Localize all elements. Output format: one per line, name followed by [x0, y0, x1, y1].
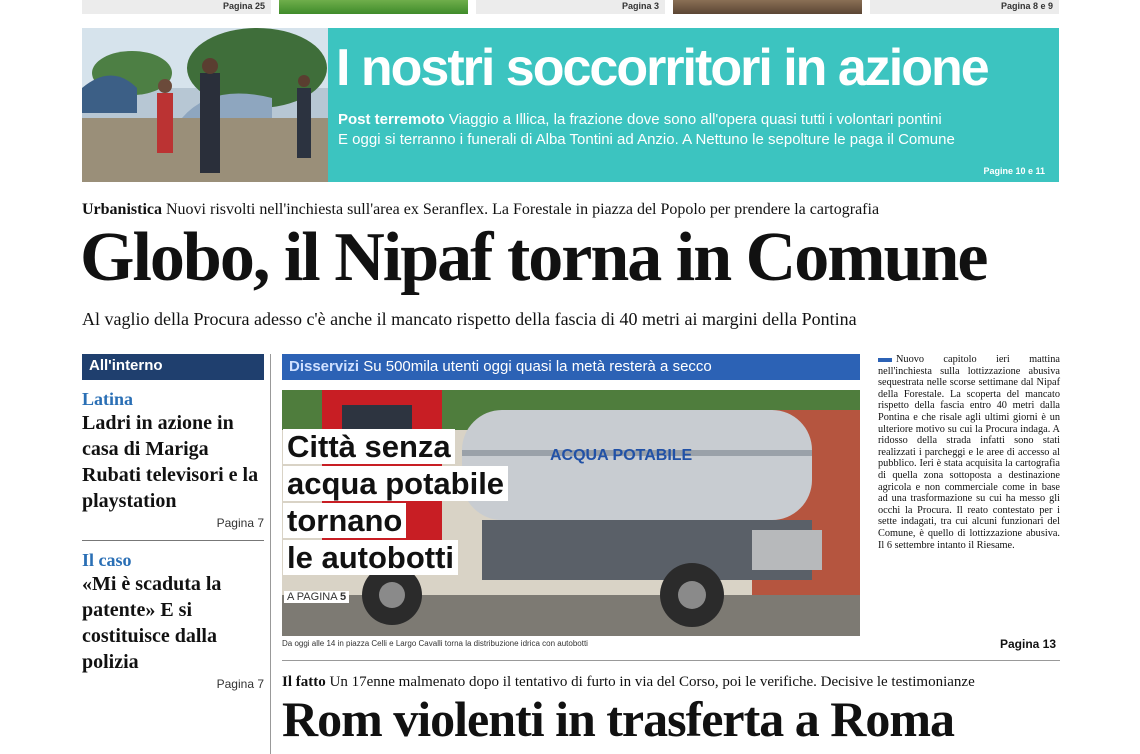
lead-headline[interactable]: Globo, il Nipaf torna in Comune [80, 219, 987, 296]
sidebar-page-1: Pagina 7 [216, 516, 264, 530]
feature-title[interactable] [283, 428, 508, 576]
lead-article-page: Pagina 13 [1000, 637, 1057, 651]
disservizi-text: Su 500mila utenti oggi quasi la metà resterà a secco [363, 358, 712, 375]
strip-cell-1 [82, 0, 271, 14]
lead-body-text: Nuovo capitolo ieri mattina nell'inchiesta sulla lottizzazione abusiva sequestrata nelle scorse settimane dal Nipaf della Forestale. La scoperta del mancato rispetto della fascia entro 40 metri dalla Pontina e che risale agli ultimi giorni è un ulteriore motivo su cui la Procura indaga. A ridosso della strada infatti sono stati realizzati i parcheggi e le aree di accesso al pubblico. Ieri è stata acquisita la cartografia di quella zona sottoposta a destinazione agricola e non commerciale come in base ad una trasformazione su cui ha messo gli occhi la Procura. Il reato contestato per i sette indagati, tra cui alcuni funzionari del Comune, è quello di lottizzazione abusiva. Il 6 settembre intanto il Riesame. [878, 354, 1060, 551]
strip-page-2: Pagina 3 [621, 1, 659, 11]
feature-page-number: 5 [340, 591, 347, 603]
section-divider [282, 660, 1060, 661]
rescuers-banner[interactable] [82, 28, 1059, 182]
disservizi-bar [282, 354, 860, 380]
sidebar-inside [82, 354, 264, 691]
strip-page-3: Pagina 8 e 9 [1000, 1, 1053, 11]
banner-pages: Pagine 10 e 11 [983, 166, 1045, 176]
lead-kicker [82, 201, 879, 219]
strip-cell-2 [476, 0, 665, 14]
sidebar-page-2: Pagina 7 [216, 677, 264, 691]
second-kicker-label: Il fatto [282, 674, 326, 690]
banner-line-2: E oggi si terranno i funerali di Alba Tontini ad Anzio. A Nettuno le sepolture le paga il Comune [338, 131, 955, 148]
banner-subtitle [338, 110, 1050, 150]
feature-page-ref [284, 591, 349, 603]
disservizi-kicker: Disservizi [289, 358, 360, 375]
lead-article-body [878, 354, 1060, 551]
strip-cell-3 [870, 0, 1059, 14]
sidebar-section-latina: Latina [82, 389, 134, 409]
strip-photo-2 [673, 0, 862, 14]
sidebar-story-license[interactable]: «Mi è scaduta la patente» E si costituisce dalla polizia [82, 573, 222, 673]
sidebar-divider [82, 540, 264, 541]
column-divider [270, 354, 271, 754]
lead-kicker-text: Nuovi risvolti nell'inchiesta sull'area ex Seranflex. La Forestale in piazza del Popolo per prendere la cartografia [166, 201, 880, 218]
sidebar-header: All'interno [82, 354, 264, 380]
photo-caption: Da oggi alle 14 in piazza Celli e Largo Cavalli torna la distribuzione idrica con autobotti [282, 639, 588, 648]
truck-label: ACQUA POTABILE [550, 447, 693, 464]
banner-line-1: Viaggio a Illica, la frazione dove sono all'opera quasi tutti i volontari pontini [448, 111, 942, 128]
banner-kicker: Post terremoto [338, 111, 445, 128]
lead-standfirst: Al vaglio della Procura adesso c'è anche il mancato rispetto della fascia di 40 metri ai margini della Pontina [82, 309, 857, 329]
feature-title-line-1: Città senza [283, 428, 508, 465]
strip-page-1: Pagina 25 [222, 1, 265, 11]
second-kicker [282, 674, 975, 691]
article-marker [878, 358, 892, 362]
sidebar-story-thieves[interactable]: Ladri in azione in casa di Mariga Rubati televisori e la playstation [82, 412, 259, 512]
second-kicker-text: Un 17enne malmenato dopo il tentativo di furto in via del Corso, poi le verifiche. Decisive le testimonianze [329, 674, 975, 690]
feature-title-line-3: tornano [283, 502, 508, 539]
feature-page-label: A PAGINA [287, 591, 337, 603]
banner-title: I nostri soccorritori in azione [336, 39, 988, 97]
feature-title-line-2: acqua potabile [283, 465, 508, 502]
lead-kicker-label: Urbanistica [82, 201, 162, 218]
feature-title-line-4: le autobotti [283, 539, 508, 576]
top-strip [82, 0, 1059, 14]
strip-photo [279, 0, 468, 14]
rescuers-photo [82, 28, 328, 182]
sidebar-section-caso: Il caso [82, 550, 132, 570]
second-headline[interactable]: Rom violenti in trasferta a Roma [282, 691, 955, 747]
